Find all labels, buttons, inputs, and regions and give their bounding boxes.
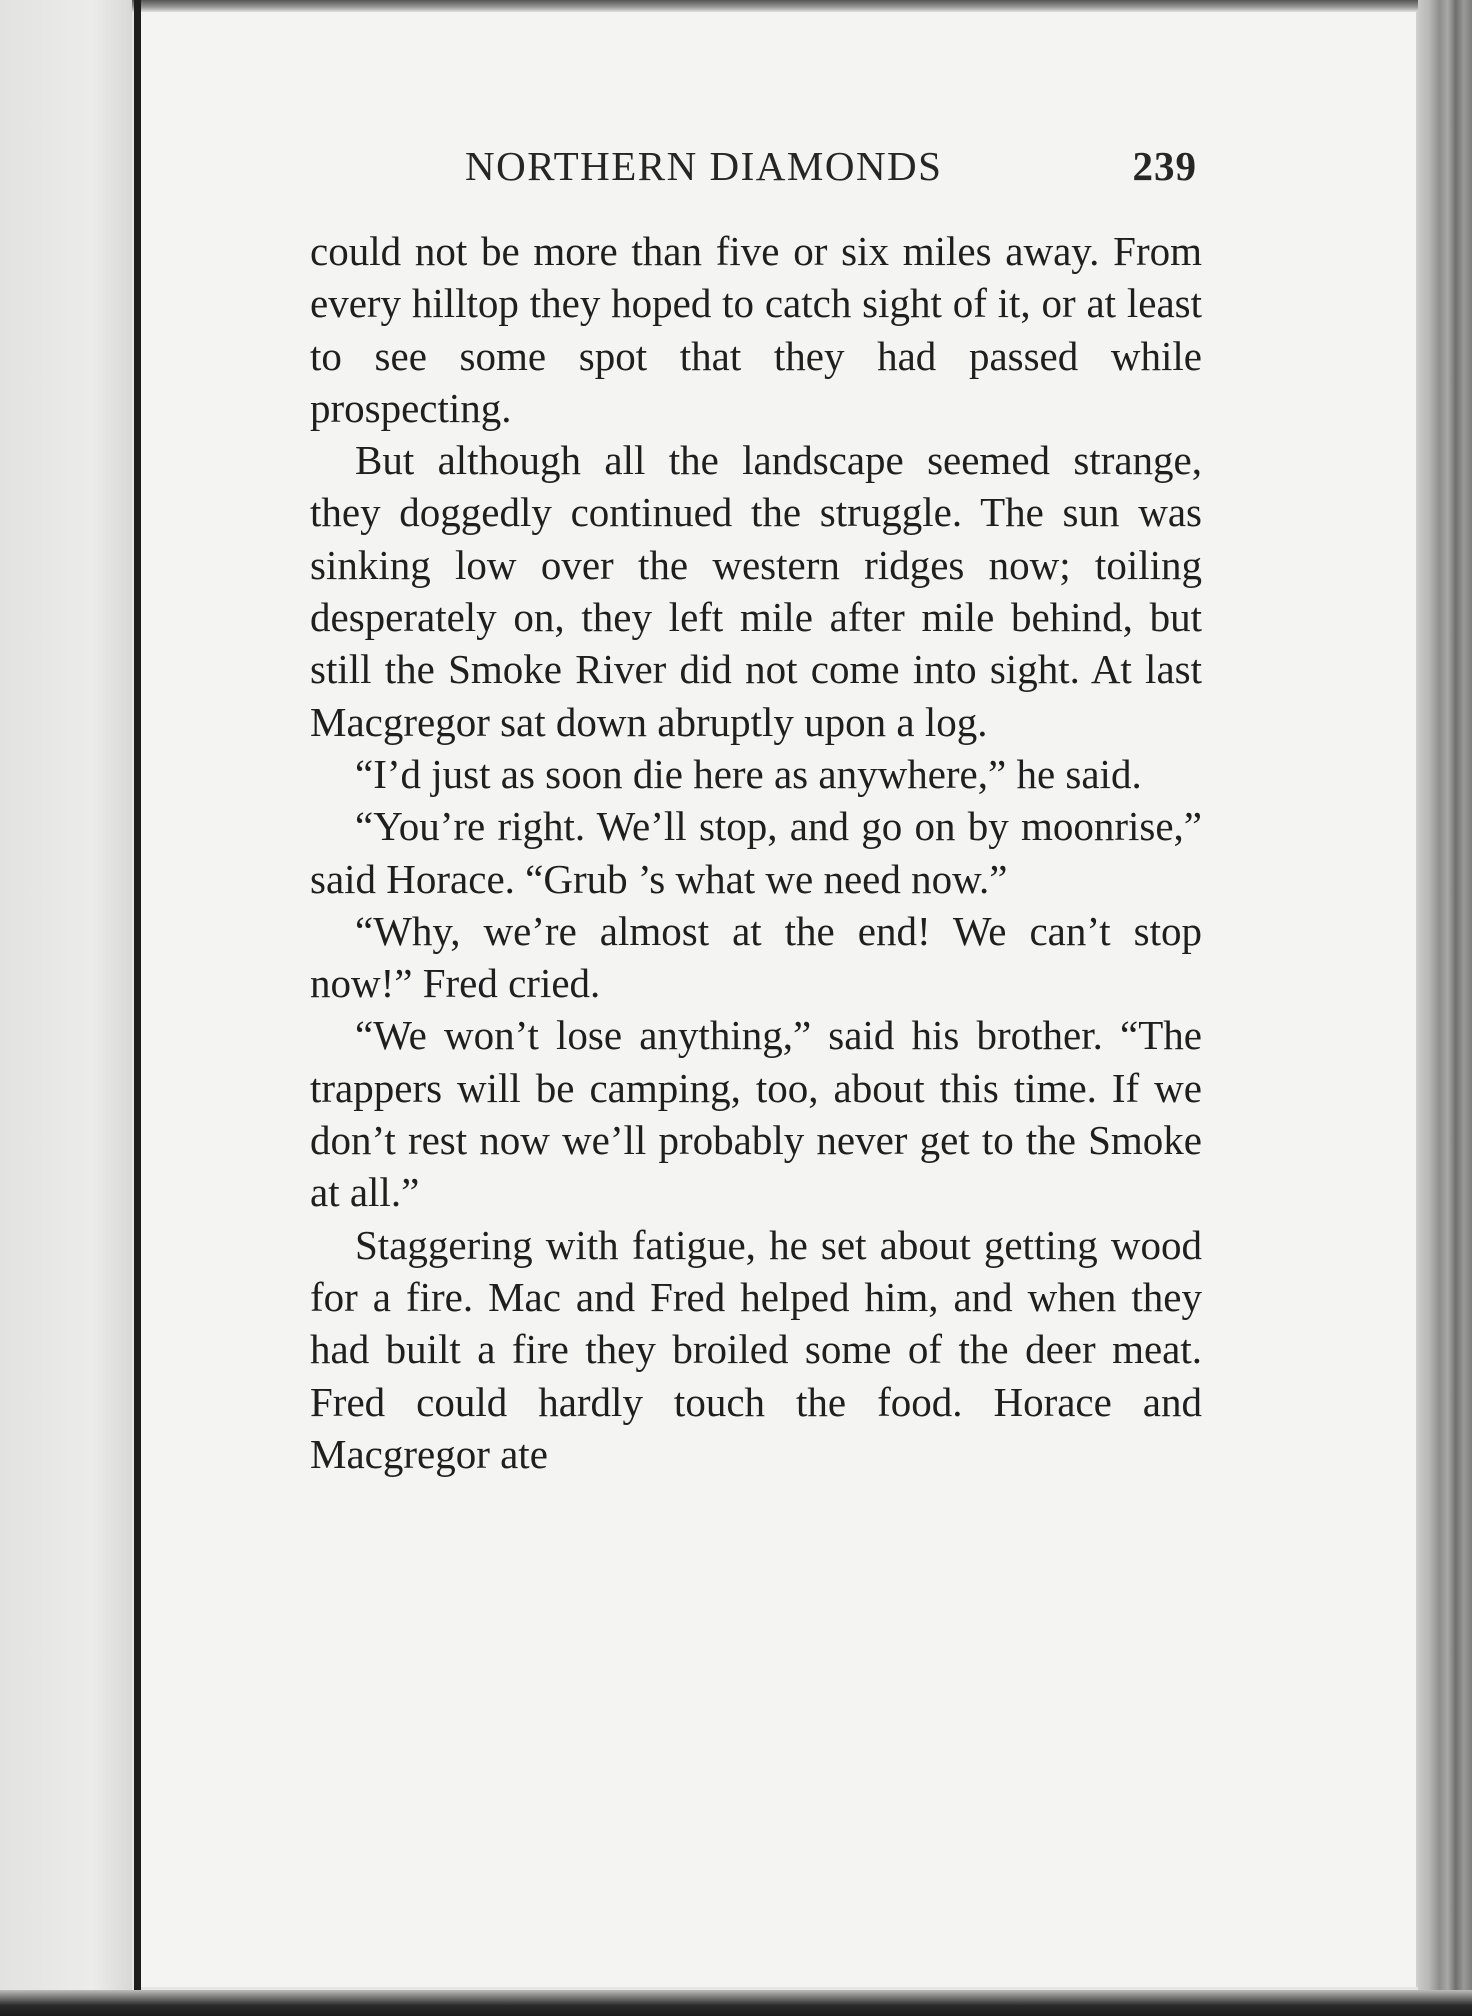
running-head <box>465 142 1205 202</box>
book-gutter <box>134 0 141 2016</box>
paragraph: “I’d just as soon die here as anywhere,” he said. <box>355 750 1142 797</box>
facing-page-edge <box>0 0 132 2016</box>
body-text <box>310 225 1202 1480</box>
paragraph: could not be more than five or six miles away. From every hilltop they hoped to catch sight of it, or at least to see some spot that they had passed while prospecting. <box>310 228 1202 431</box>
paragraph: “Why, we’re almost at the end! We can’t stop now!” Fred cried. <box>310 907 1202 1007</box>
running-title: NORTHERN DIAMONDS <box>465 143 943 189</box>
page-number: 239 <box>1132 143 1197 189</box>
page-stack-edge <box>1418 0 1472 2016</box>
paragraph: Staggering with fatigue, he set about getting wood for a fire. Mac and Fred helped him, and when they had built a fire they broiled some of the deer meat. Fred could hardly touch the food. Horace and Macgregor ate <box>310 1221 1202 1477</box>
paragraph: “You’re right. We’ll stop, and go on by moonrise,” said Horace. “Grub ’s what we need now.” <box>310 803 1202 902</box>
top-shadow <box>0 0 1472 12</box>
paragraph: “We won’t lose anything,” said his brother. “The trappers will be camping, too, about this time. If we don’t rest now we’ll probably never get to the Smoke at all.” <box>310 1012 1202 1216</box>
bottom-shadow <box>0 1990 1472 2016</box>
paragraph: But although all the landscape seemed strange, they doggedly continued the struggle. The sun was sinking low over the western ridges now; toiling desperately on, they left mile after mile behind, but still the Smoke River did not come into sight. At last Macgregor sat down abruptly upon a log. <box>310 437 1202 745</box>
